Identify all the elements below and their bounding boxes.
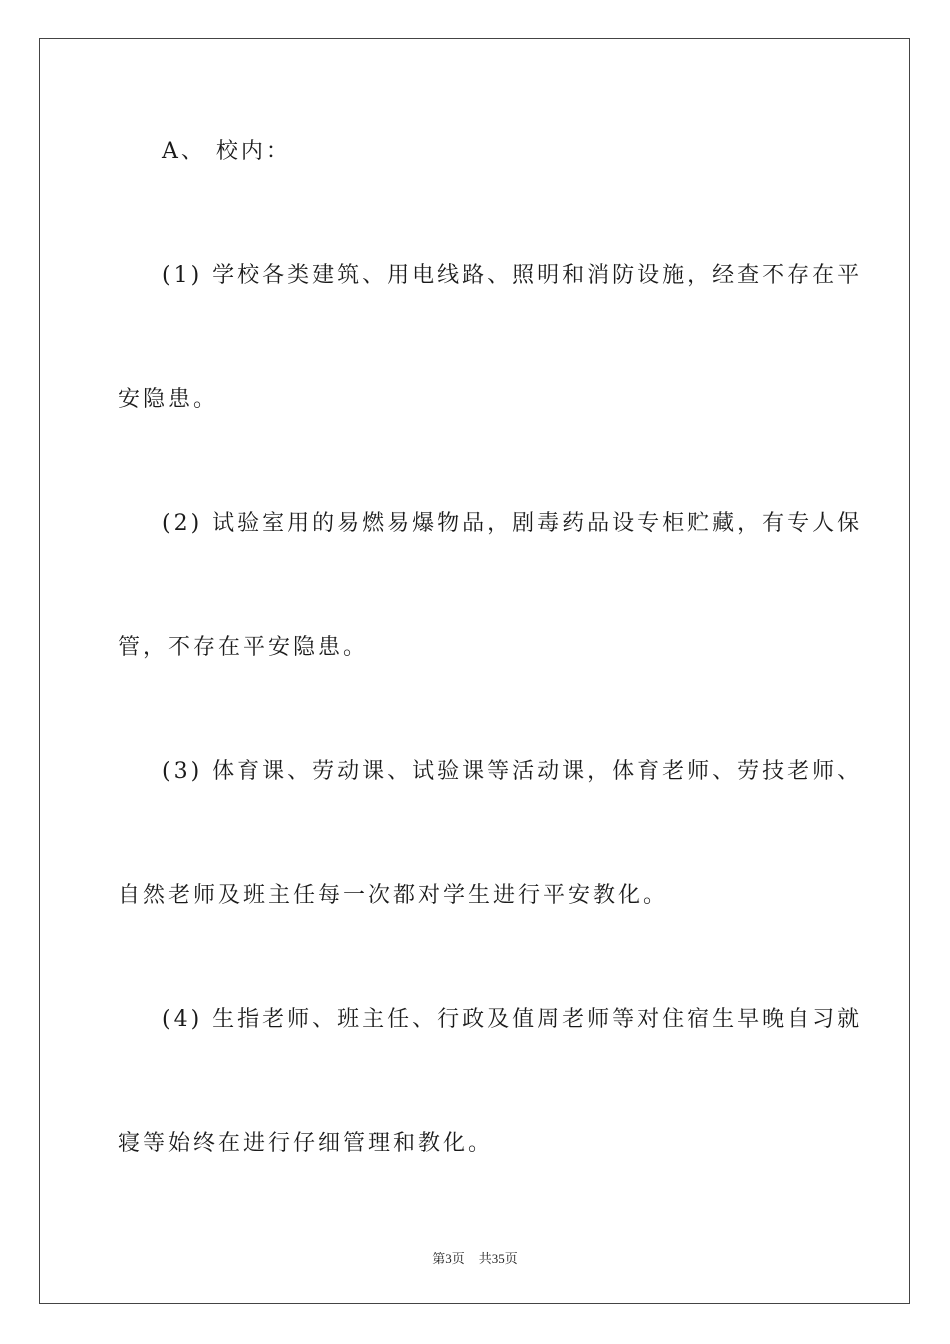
page-footer	[0, 1248, 950, 1267]
page-border	[39, 38, 910, 1304]
paragraph-line: 寝等始终在进行仔细管理和教化。	[118, 1131, 494, 1156]
page-number: 第3页	[432, 1251, 465, 1266]
paragraph-line: (4) 生指老师、班主任、行政及值周老师等对住宿生早晚自习就	[162, 1007, 863, 1032]
paragraph-line: 管，不存在平安隐患。	[118, 635, 369, 660]
section-heading: A、 校内：	[162, 139, 291, 164]
paragraph-line: 安隐患。	[118, 387, 219, 412]
paragraph-line: (1) 学校各类建筑、用电线路、照明和消防设施，经查不存在平	[162, 263, 863, 288]
paragraph-line: (2) 试验室用的易燃易爆物品，剧毒药品设专柜贮藏，有专人保	[162, 511, 863, 536]
paragraph-line: 自然老师及班主任每一次都对学生进行平安教化。	[118, 883, 669, 908]
page-total: 共35页	[478, 1251, 518, 1266]
paragraph-line: (3) 体育课、劳动课、试验课等活动课，体育老师、劳技老师、	[162, 759, 863, 784]
